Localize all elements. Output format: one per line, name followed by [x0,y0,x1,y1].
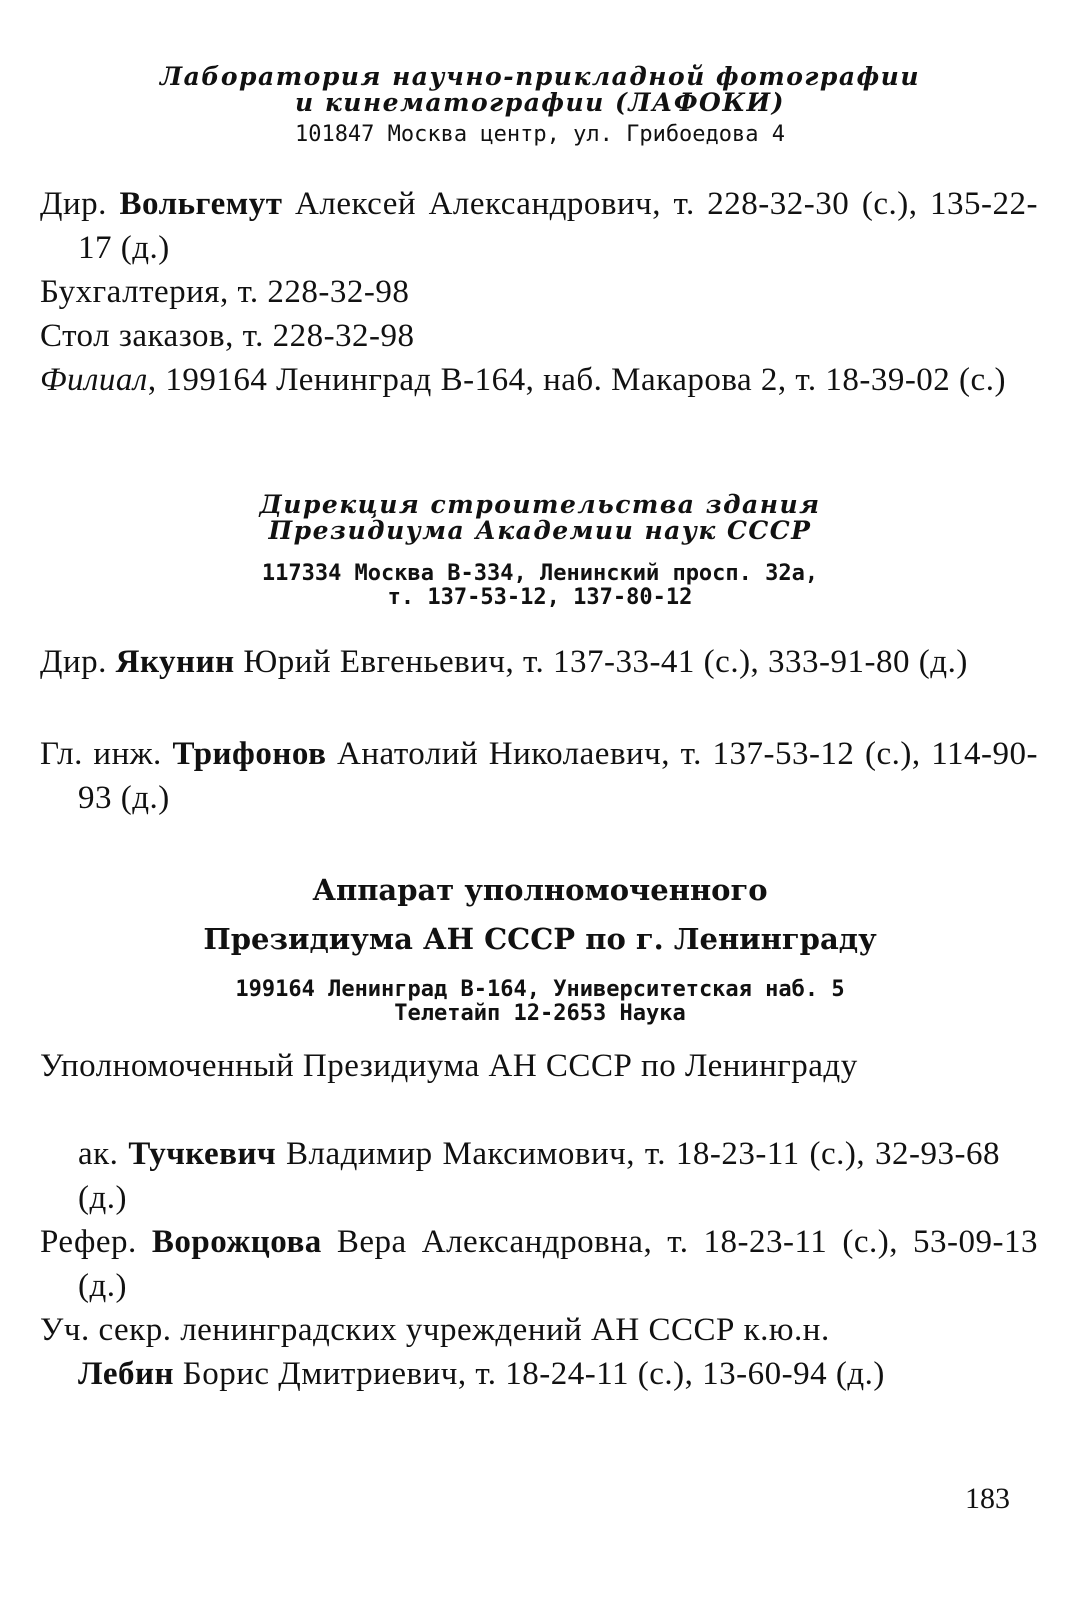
entry-name: Лебин [78,1356,175,1392]
section-2-header [60,492,1020,610]
section-3-entry-referent [40,1220,1038,1308]
section-3-title-line1: Аппарат уполномоченного [312,873,768,907]
entry-name: Якунин [115,644,235,680]
section-3-header [60,866,1020,1026]
section-1-entry-accounting [40,270,1038,314]
entry-text: Уполномоченный Президиума АН СССР по Ленинграду [40,1048,858,1084]
section-3-address-line1: 199164 Ленинград В-164, Университетская наб. 5 [235,977,845,1002]
section-2-entry-director [40,640,1038,684]
entry-text: Бухгалтерия, т. 228-32-98 [40,274,410,310]
entry-label: Филиал [40,362,148,398]
entry-prefix: Дир. [40,186,107,222]
section-3-entry-secretary-title [40,1308,1038,1352]
section-1-entry-branch [40,358,1038,402]
entry-details: , 199164 Ленинград В-164, наб. Макарова 2, т. 18-39-02 (с.) [147,362,1006,398]
section-1-address: 101847 Москва центр, ул. Грибоедова 4 [294,122,786,147]
entry-details: Борис Дмитриевич, т. 18-24-11 (с.), 13-60-94 (д.) [182,1356,885,1392]
section-3-entry-plenipotentiary [40,1044,1038,1088]
section-2-title-line1: Дирекция строительства здания [259,490,821,519]
section-3-address-line2: Телетайп 12-2653 Наука [394,1001,686,1026]
entry-prefix: ак. [78,1136,119,1172]
entry-details: Вера Александровна, т. 18-23-11 (с.), 53-09-13 (д.) [78,1224,1039,1304]
entry-text: Уч. секр. ленинградских учреждений АН СССР к.ю.н. [40,1312,830,1348]
entry-details: Юрий Евгеньевич, т. 137-33-41 (с.), 333-91-80 (д.) [243,644,968,680]
section-1-header [60,64,1020,148]
entry-name: Вольгемут [119,186,283,222]
section-2-entry-chief-engineer [40,732,1038,820]
entry-prefix: Гл. инж. [40,736,162,772]
entry-text: Стол заказов, т. 228-32-98 [40,318,415,354]
page-number: 183 [965,1482,1010,1515]
section-2-title-line2: Президиума Академии наук СССР [268,516,812,545]
entry-name: Трифонов [172,736,327,772]
section-3-entry-secretary [78,1352,1000,1396]
entry-details: Владимир Максимович, т. 18-23-11 (с.), 32-93-68 (д.) [78,1136,1001,1216]
section-2-address-line2: т. 137-53-12, 137-80-12 [387,585,693,610]
entry-prefix: Рефер. [40,1224,137,1260]
entry-name: Тучкевич [128,1136,277,1172]
section-1-title-line1: Лаборатория научно-прикладной фотографии [159,62,921,91]
entry-details: Алексей Александрович, т. 228-32-30 (с.), 135-22-17 (д.) [78,186,1039,266]
entry-name: Ворожцова [151,1224,322,1260]
section-1-title-line2: и кинематографии (ЛАФОКИ) [294,88,786,117]
section-1-entry-director [40,182,1038,270]
entry-prefix: Дир. [40,644,107,680]
section-2-address-line1: 117334 Москва В-334, Ленинский просп. 32а, [261,561,819,586]
section-3-entry-academician [78,1132,1000,1220]
section-1-entry-orders [40,314,1038,358]
section-3-title-line2: Президиума АН СССР по г. Ленинграду [203,922,877,956]
entry-details: Анатолий Николаевич, т. 137-53-12 (с.), 114-90-93 (д.) [78,736,1039,816]
